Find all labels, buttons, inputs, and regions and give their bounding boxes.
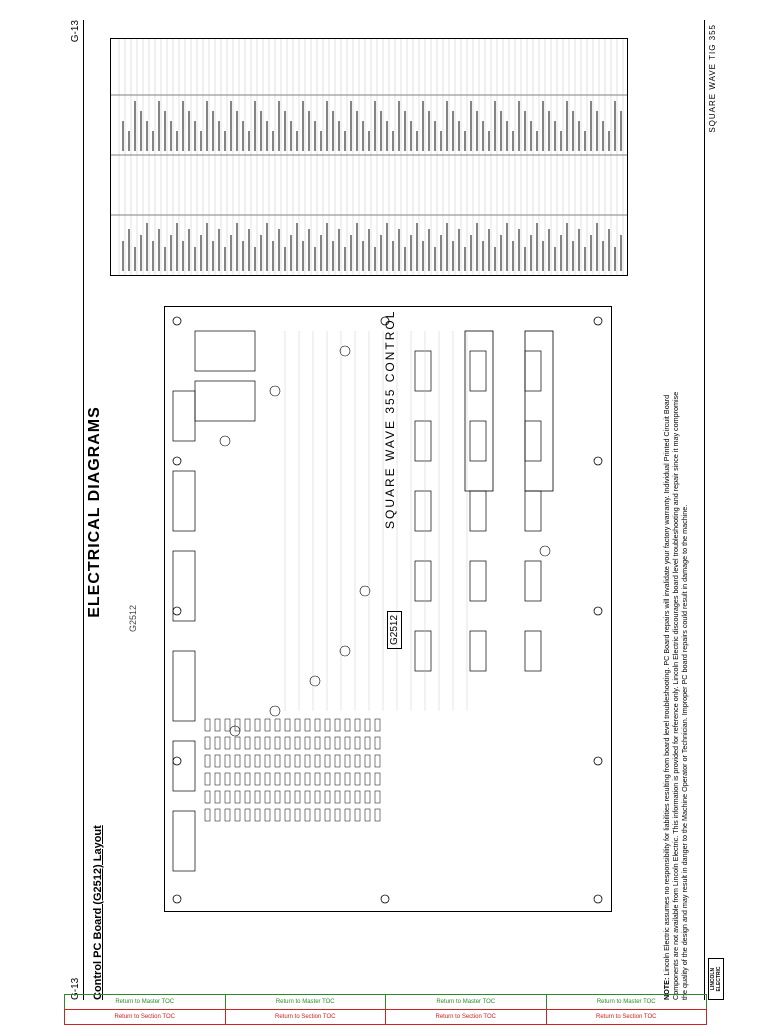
resistor <box>325 719 330 731</box>
ic-chip <box>525 491 541 531</box>
resistor <box>295 737 300 749</box>
resistor <box>235 773 240 785</box>
mounting-hole <box>594 757 602 765</box>
resistor <box>275 791 280 803</box>
ic-chip <box>415 561 431 601</box>
resistor <box>205 809 210 821</box>
resistor <box>335 737 340 749</box>
resistor <box>315 719 320 731</box>
ic-chip <box>525 351 541 391</box>
resistor <box>315 737 320 749</box>
footer-product: SQUARE WAVE TIG 355 <box>708 24 717 133</box>
resistor <box>235 719 240 731</box>
resistor <box>205 791 210 803</box>
resistor <box>285 773 290 785</box>
return-master-toc-link[interactable]: Return to Master TOC <box>225 995 386 1009</box>
resistor <box>215 755 220 767</box>
connector <box>173 471 195 531</box>
resistor <box>265 719 270 731</box>
resistor <box>315 809 320 821</box>
resistor <box>255 773 260 785</box>
note-line-3: in danger to the Machine Operator or Technician. Improper PC board repairs could result in damage to the machine. <box>680 504 689 873</box>
note-line-2: available from Lincoln Electric. This information is provided for reference only. Lincoln Electric discourages board level troubleshooting and repair since it may compromise the quality of the design and may result <box>671 391 689 1000</box>
resistor <box>315 773 320 785</box>
return-master-toc-link[interactable]: Return to Master TOC <box>546 995 707 1009</box>
resistor <box>205 719 210 731</box>
resistor <box>285 755 290 767</box>
return-section-toc-link[interactable]: Return to Section TOC <box>225 1010 386 1024</box>
connector <box>173 741 195 791</box>
large-ic <box>525 331 553 491</box>
resistor <box>315 791 320 803</box>
ic-chip <box>470 421 486 461</box>
resistor <box>355 773 360 785</box>
ic-chip <box>415 351 431 391</box>
resistor <box>335 809 340 821</box>
board-part-box: G2512 <box>387 611 402 649</box>
resistor <box>205 737 210 749</box>
resistor <box>375 755 380 767</box>
capacitor <box>270 706 280 716</box>
resistor <box>375 773 380 785</box>
resistor <box>295 809 300 821</box>
resistor <box>285 737 290 749</box>
resistor <box>295 773 300 785</box>
resistor <box>205 755 210 767</box>
resistor <box>265 791 270 803</box>
mounting-hole <box>173 757 181 765</box>
resistor <box>245 791 250 803</box>
resistor <box>275 737 280 749</box>
resistor <box>365 791 370 803</box>
resistor <box>245 755 250 767</box>
connector <box>173 391 195 441</box>
resistor <box>295 719 300 731</box>
ic-chip <box>470 631 486 671</box>
ic-chip <box>525 631 541 671</box>
page-code-right: G-13 <box>70 20 81 43</box>
connector <box>173 811 195 871</box>
resistor <box>375 719 380 731</box>
resistor <box>305 773 310 785</box>
resistor <box>255 719 260 731</box>
return-master-toc-row <box>64 994 707 1010</box>
note-prefix: NOTE: <box>662 977 671 1000</box>
resistor <box>325 773 330 785</box>
resistor <box>345 737 350 749</box>
page-code-left: G-13 <box>70 977 81 1000</box>
resistor <box>265 755 270 767</box>
mounting-hole <box>173 607 181 615</box>
board-product-label: SQUARE WAVE 355 CONTROL <box>383 309 397 529</box>
resistor <box>335 755 340 767</box>
resistor <box>355 737 360 749</box>
resistor <box>285 719 290 731</box>
resistor <box>295 791 300 803</box>
mounting-hole <box>594 317 602 325</box>
ic-chip <box>470 491 486 531</box>
mounting-hole <box>594 895 602 903</box>
resistor <box>255 755 260 767</box>
resistor <box>325 791 330 803</box>
resistor <box>235 737 240 749</box>
large-capacitor <box>195 331 255 371</box>
capacitor <box>340 346 350 356</box>
resistor <box>305 737 310 749</box>
large-capacitor <box>195 381 255 421</box>
resistor <box>255 809 260 821</box>
resistor <box>225 755 230 767</box>
resistor <box>245 809 250 821</box>
resistor <box>255 737 260 749</box>
footer-rule <box>704 20 705 1000</box>
mounting-hole <box>594 607 602 615</box>
resistor <box>215 773 220 785</box>
connector <box>173 651 195 721</box>
large-ic <box>465 331 493 491</box>
resistor <box>215 737 220 749</box>
resistor <box>365 809 370 821</box>
resistor <box>355 755 360 767</box>
note-line-1: Lincoln Electric assumes no responsibility for liabilities resulting from board level troubleshooting. PC Board repairs will invalidate your factory warranty. Individual Printed Circuit Board Components are not <box>662 394 680 1000</box>
resistor <box>345 791 350 803</box>
ic-chip <box>470 561 486 601</box>
resistor <box>225 737 230 749</box>
resistor <box>305 809 310 821</box>
resistor <box>235 791 240 803</box>
resistor <box>355 809 360 821</box>
resistor <box>275 719 280 731</box>
capacitor <box>310 676 320 686</box>
resistor <box>255 791 260 803</box>
mounting-hole <box>594 457 602 465</box>
resistor <box>305 719 310 731</box>
resistor <box>335 773 340 785</box>
resistor <box>205 773 210 785</box>
resistor <box>245 737 250 749</box>
resistor <box>365 773 370 785</box>
capacitor <box>540 546 550 556</box>
resistor <box>215 719 220 731</box>
resistor <box>345 809 350 821</box>
resistor <box>245 719 250 731</box>
disclaimer-note <box>662 380 689 1000</box>
resistor <box>365 719 370 731</box>
resistor <box>235 755 240 767</box>
resistor <box>365 755 370 767</box>
resistor <box>265 737 270 749</box>
resistor <box>265 809 270 821</box>
resistor <box>325 755 330 767</box>
pc-board-layout <box>164 306 612 912</box>
capacitor <box>270 386 280 396</box>
resistor <box>215 791 220 803</box>
resistor <box>375 809 380 821</box>
resistor <box>335 791 340 803</box>
resistor <box>275 755 280 767</box>
resistor <box>295 755 300 767</box>
resistor <box>305 791 310 803</box>
connector <box>173 551 195 621</box>
resistor <box>275 773 280 785</box>
return-section-toc-link[interactable]: Return to Section TOC <box>546 1010 707 1024</box>
resistor <box>335 719 340 731</box>
ic-chip <box>470 351 486 391</box>
return-section-toc-link[interactable]: Return to Section TOC <box>114 1014 175 1020</box>
bom-grid <box>111 39 627 275</box>
resistor <box>225 809 230 821</box>
mounting-hole <box>381 895 389 903</box>
resistor <box>355 791 360 803</box>
resistor <box>345 719 350 731</box>
ic-chip <box>415 421 431 461</box>
resistor <box>285 791 290 803</box>
ic-chip <box>415 491 431 531</box>
return-section-toc-link[interactable]: Return to Section TOC <box>385 1010 546 1024</box>
resistor <box>375 737 380 749</box>
resistor <box>225 773 230 785</box>
resistor <box>325 737 330 749</box>
resistor <box>215 809 220 821</box>
resistor <box>225 791 230 803</box>
return-master-toc-link[interactable]: Return to Master TOC <box>385 995 546 1009</box>
resistor <box>225 719 230 731</box>
resistor <box>375 791 380 803</box>
mounting-hole <box>173 457 181 465</box>
capacitor <box>340 646 350 656</box>
resistor <box>275 809 280 821</box>
resistor <box>315 755 320 767</box>
section-title: ELECTRICAL DIAGRAMS <box>86 406 103 618</box>
ic-chip <box>415 631 431 671</box>
resistor <box>345 773 350 785</box>
resistor <box>265 773 270 785</box>
resistor <box>365 737 370 749</box>
resistor <box>305 755 310 767</box>
return-master-toc-link[interactable]: Return to Master TOC <box>115 999 175 1005</box>
ic-chip <box>525 561 541 601</box>
resistor <box>355 719 360 731</box>
mounting-hole <box>173 317 181 325</box>
lincoln-logo: LINCOLN ELECTRIC <box>708 958 724 1000</box>
ic-chip <box>525 421 541 461</box>
header-rule <box>83 20 84 1000</box>
capacitor <box>360 586 370 596</box>
capacitor <box>220 436 230 446</box>
resistor <box>325 809 330 821</box>
return-section-toc-row <box>64 1009 707 1025</box>
resistor <box>345 755 350 767</box>
resistor <box>245 773 250 785</box>
board-side-label: G2512 <box>128 604 138 632</box>
mounting-hole <box>173 895 181 903</box>
page-subtitle: Control PC Board (G2512) Layout <box>92 825 104 1000</box>
bill-of-materials <box>110 38 628 276</box>
resistor <box>285 809 290 821</box>
resistor <box>235 809 240 821</box>
